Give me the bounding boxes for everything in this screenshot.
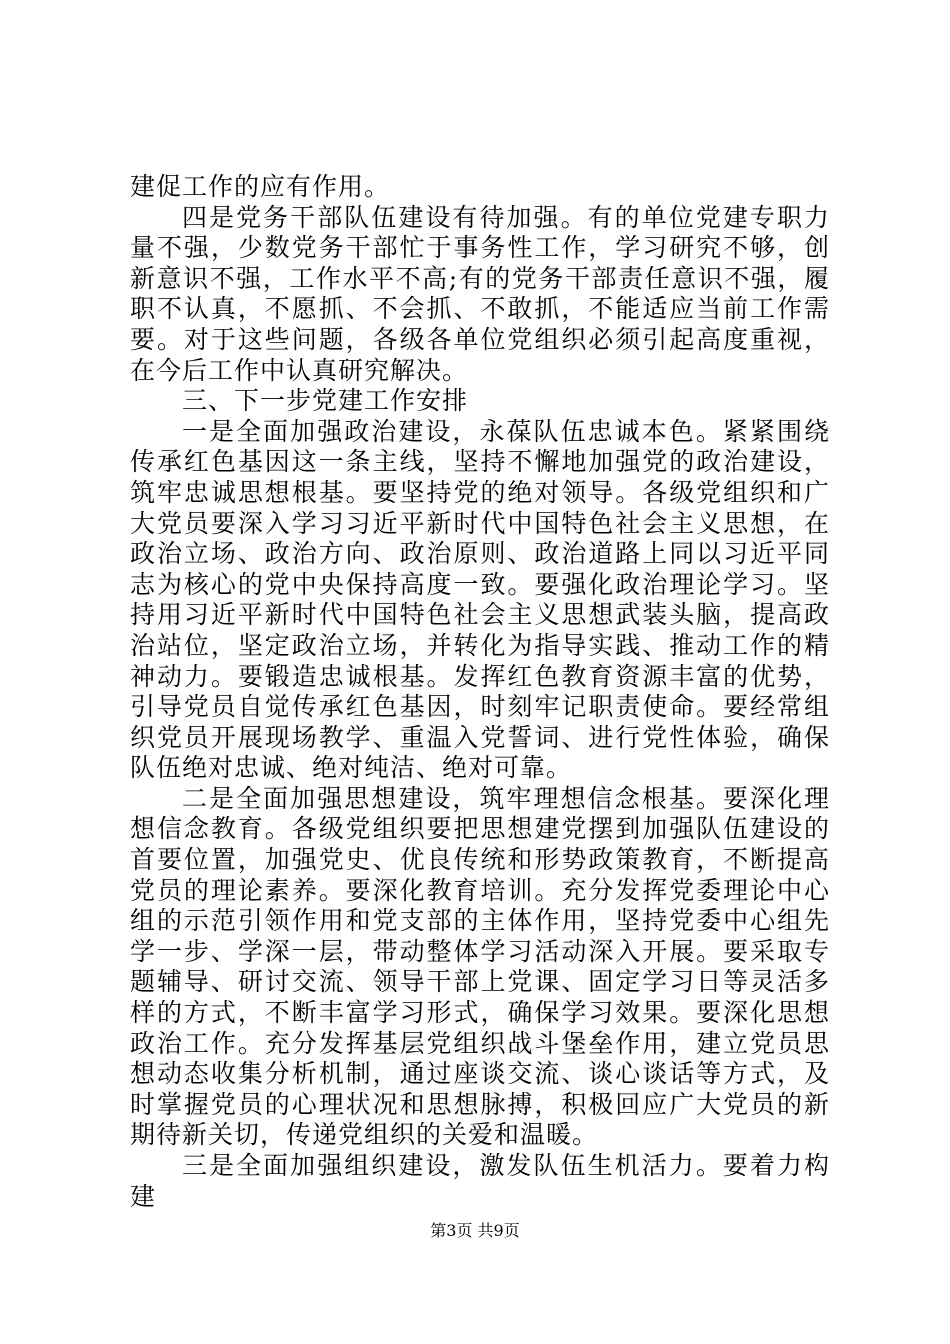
page-footer: 第3页 共9页 <box>430 1221 520 1240</box>
paragraph-3: 一是全面加强政治建设，永葆队伍忠诚本色。紧紧围绕传承红色基因这一条主线，坚持不懈地加强党的政治建设，筑牢忠诚思想根基。要坚持党的绝对领导。各级党组织和广大党员要深入学习习近平新时代中国特色社会主义思想，在政治立场、政治方向、政治原则、政治道路上同以习近平同志为核心的党中央保持高度一致。要强化政治理论学习。坚持用习近平新时代中国特色社会主义思想武装头脑，提高政治站位，坚定政治立场，并转化为指导实践、推动工作的精神动力。要锻造忠诚根基。发挥红色教育资源丰富的优势，引导党员自觉传承红色基因，时刻牢记职责使命。要经常组织党员开展现场教学、重温入党誓词、进行党性体验，确保队伍绝对忠诚、绝对纯洁、绝对可靠。 <box>130 416 830 783</box>
paragraph-4: 二是全面加强思想建设，筑牢理想信念根基。要深化理想信念教育。各级党组织要把思想建党摆到加强队伍建设的首要位置，加强党史、优良传统和形势政策教育，不断提高党员的理论素养。要深化教育培训。充分发挥党委理论中心组的示范引领作用和党支部的主体作用，坚持党委中心组先学一步、学深一层，带动整体学习活动深入开展。要采取专题辅导、研讨交流、领导干部上党课、固定学习日等灵活多样的方式，不断丰富学习形式，确保学习效果。要深化思想政治工作。充分发挥基层党组织战斗堡垒作用，建立党员思想动态收集分析机制，通过座谈交流、谈心谈话等方式，及时掌握党员的心理状况和思想脉搏，积极回应广大党员的新期待新关切，传递党组织的关爱和温暖。 <box>130 783 830 1150</box>
document-body <box>130 172 830 1212</box>
paragraph-1: 建促工作的应有作用。 <box>130 172 391 201</box>
paragraph-5: 三是全面加强组织建设，激发队伍生机活力。要着力构建 <box>130 1151 830 1211</box>
section-heading: 三、下一步党建工作安排 <box>182 386 469 416</box>
paragraph-2: 四是党务干部队伍建设有待加强。有的单位党建专职力量不强，少数党务干部忙于事务性工作，学习研究不够，创新意识不强，工作水平不高;有的党务干部责任意识不强，履职不认真，不愿抓、不会抓、不敢抓，不能适应当前工作需要。对于这些问题，各级各单位党组织必须引起高度重视，在今后工作中认真研究解决。 <box>130 202 830 385</box>
